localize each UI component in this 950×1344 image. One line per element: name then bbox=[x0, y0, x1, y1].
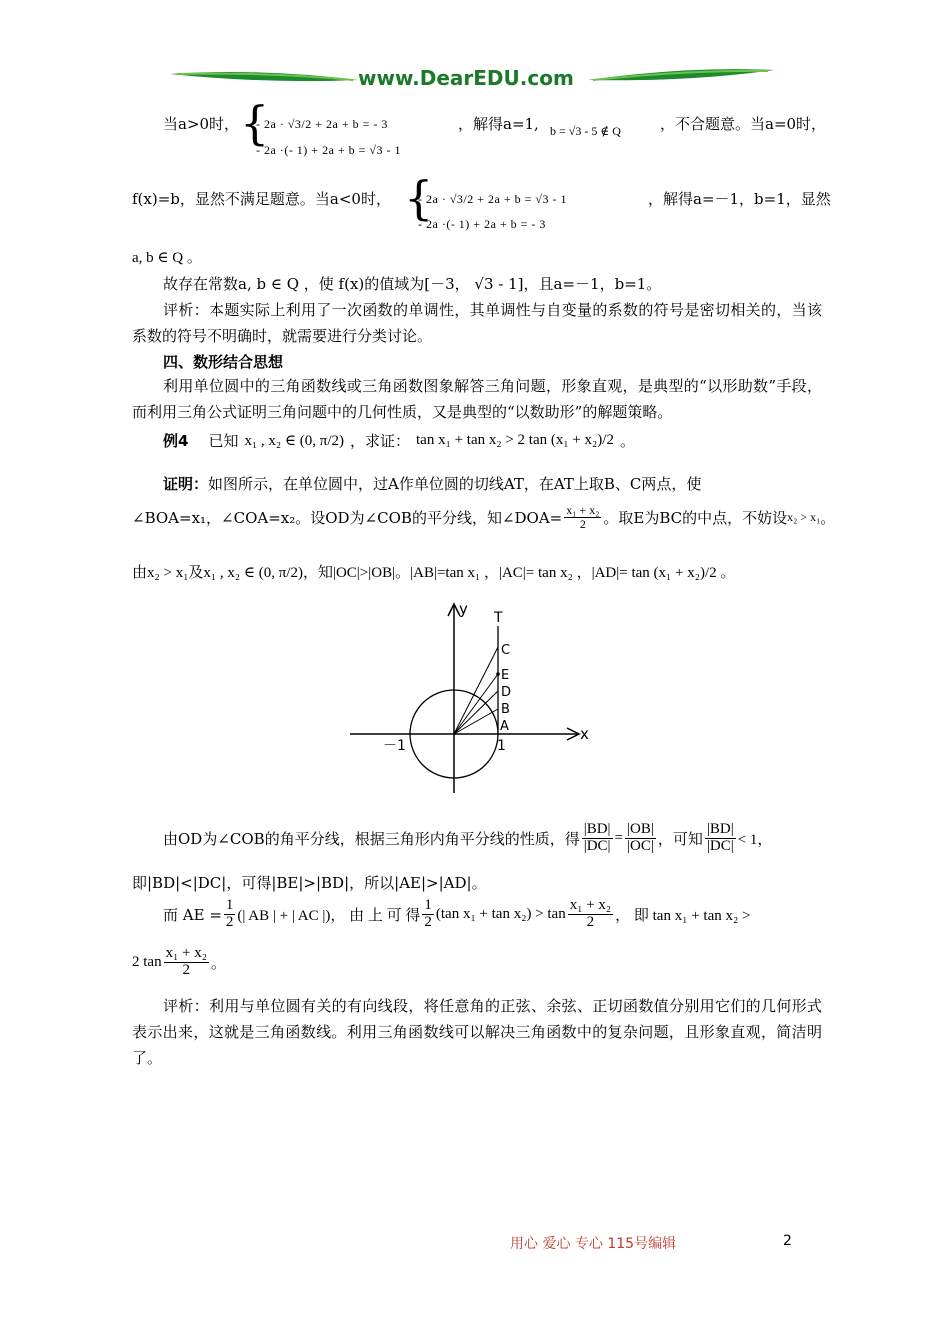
example-claim: tan x₁ + tan x₂ > 2 tan (x₁ + x₂)/2 bbox=[416, 432, 614, 448]
ae-line bbox=[163, 898, 750, 931]
ratio1-den: |DC| bbox=[583, 837, 611, 854]
half2-den: 2 bbox=[424, 913, 432, 930]
label-x: x bbox=[580, 725, 589, 743]
final-sum-fraction bbox=[164, 946, 209, 979]
ae-half-fraction-2 bbox=[422, 898, 434, 931]
comment-paragraph-1 bbox=[132, 297, 822, 349]
intro-text: 利用单位圆中的三角函数线或三角函数图象解答三角问题，形象直观，是典型的“以形助数”手段，而利用三角公式证明三角问题中的几何性质，又是典型的“以数助形”的解题策略。 bbox=[132, 377, 822, 421]
footer-credit: 用心 爱心 专心 115号编辑 bbox=[510, 1236, 677, 1252]
b-expression: b = √3 - 5 ∉ Q bbox=[550, 124, 621, 138]
final-text-b: 。 bbox=[211, 953, 227, 972]
example-end: 。 bbox=[619, 432, 635, 450]
system1-eq-b: - 2a ·(- 1) + 2a + b = √3 - 1 bbox=[256, 143, 402, 157]
system-brace-2: { bbox=[404, 171, 434, 225]
label-y: y bbox=[459, 600, 468, 618]
ratio-bd-dc bbox=[582, 822, 613, 855]
proof-p2d: 。 bbox=[820, 508, 836, 527]
sum-den: 2 bbox=[586, 913, 595, 930]
ae-text-c: (tan x₁ + tan x₂) > tan bbox=[435, 905, 566, 922]
proof-half-sum-fraction bbox=[564, 504, 601, 530]
system2-eq-b: - 2a ·(- 1) + 2a + b = - 3 bbox=[418, 217, 546, 231]
example-vars: x₁ , x₂ ∈ (0, π/2) bbox=[244, 433, 344, 449]
case-a-negative-lead: f(x)=b，显然不满足题意。当a<0时， bbox=[132, 190, 391, 208]
comment-paragraph-2 bbox=[132, 993, 822, 1071]
ae-text-d: ， 即 tan x₁ + tan x₂ > bbox=[615, 907, 751, 924]
half-num: 1 bbox=[225, 897, 234, 913]
label-A: A bbox=[500, 719, 509, 734]
case-a-negative-tail: ，解得a=－1，b=1，显然 bbox=[648, 190, 831, 208]
ae-text-b: (| AB | + | AC |)， 由 上 可 得 bbox=[237, 907, 421, 924]
ab-in-q: a, b ∈ Q 。 bbox=[132, 250, 202, 266]
page-number: 2 bbox=[783, 1233, 792, 1249]
sum-num: x₁ + x₂ bbox=[569, 897, 612, 913]
label-neg-one: －1 bbox=[383, 738, 406, 754]
bisector-text-a: 由OD为∠COB的角平分线，根据三角形内角平分线的性质，得 bbox=[163, 829, 580, 848]
ratio2-num: |OB| bbox=[627, 821, 654, 837]
label-C: C bbox=[501, 643, 511, 658]
site-logo-text[interactable]: www.DearEDU.com bbox=[358, 66, 574, 90]
example-text1: 已知 bbox=[208, 432, 239, 450]
unit-circle-figure bbox=[345, 598, 605, 798]
case-a-positive-lead: 当a>0时， bbox=[163, 115, 240, 133]
bisector-text-c: < 1， bbox=[737, 831, 773, 848]
proof-p2c: x₂ > x₁ bbox=[787, 509, 821, 524]
bisector-line bbox=[163, 822, 772, 855]
ratio3-num: |BD| bbox=[706, 821, 734, 837]
proof-label: 证明： bbox=[163, 475, 209, 493]
proof-p3: 由x₂ > x₁及x₁ , x₂ ∈ (0, π/2)，知|OC|>|OB|。|AB|=tan x₁ ，|AC|= tan x₂ ，|AD|= tan (x₁ + x₂)/2 。 bbox=[132, 565, 736, 581]
ratio-ob-oc bbox=[625, 822, 656, 855]
ae-half-fraction bbox=[224, 898, 236, 931]
section-title: 四、数形结合思想 bbox=[163, 353, 284, 371]
frac-num: x₁ + x₂ bbox=[566, 503, 600, 517]
example-label: 例4 bbox=[163, 432, 189, 450]
intro-paragraph bbox=[132, 373, 822, 425]
conclusion-line: 故存在常数a, b ∈ Q ，使 f(x)的值域为[－3， √3 - 1]，且a=－1，b=1。 bbox=[163, 275, 662, 293]
system2-eq-a: - 2a · √3/2 + 2a + b = √3 - 1 bbox=[418, 192, 567, 206]
system-brace-1: { bbox=[240, 96, 270, 150]
example-4-line bbox=[163, 430, 635, 451]
label-E: E bbox=[501, 668, 510, 683]
ratio-bd-dc-2 bbox=[705, 822, 736, 855]
case-a-positive-solve: ，解得a=1, bbox=[458, 115, 539, 133]
label-one: 1 bbox=[497, 738, 506, 754]
comment-2-text: 评析：利用与单位圆有关的有向线段，将任意角的正弦、余弦、正切函数值分别用它们的几何形式表示出来，这就是三角函数线。利用三角函数线可以解决三角函数中的复杂问题，且形象直观，简洁明了。 bbox=[132, 997, 822, 1067]
final-den: 2 bbox=[182, 961, 191, 978]
bisector-text-b: ，可知 bbox=[657, 829, 703, 848]
proof-p2a: ∠BOA=x₁，∠COA=x₂。设OD为∠COB的平分线，知∠DOA= bbox=[132, 508, 563, 527]
half2-num: 1 bbox=[424, 897, 432, 913]
comment-1-text: 评析：本题实际上利用了一次函数的单调性，其单调性与自变量的系数的符号是密切相关的，当该系数的符号不明确时，就需要进行分类讨论。 bbox=[132, 301, 822, 345]
ratio2-den: |OC| bbox=[627, 837, 654, 854]
ae-text-a: 而 AE = bbox=[163, 905, 222, 924]
final-inequality-line bbox=[132, 946, 226, 979]
example-text2: ，求证： bbox=[350, 432, 411, 450]
proof-line-1 bbox=[163, 473, 701, 494]
ratio-equals: = bbox=[614, 829, 624, 846]
half-den: 2 bbox=[225, 913, 234, 930]
frac-den: 2 bbox=[579, 516, 586, 531]
label-B: B bbox=[501, 702, 510, 717]
proof-p2b: 。取E为BC的中点，不妨设 bbox=[603, 508, 788, 527]
proof-line-2 bbox=[132, 504, 835, 530]
proof-line-3 bbox=[132, 561, 735, 582]
inequality-line: 即|BD|<|DC|，可得|BE|>|BD|，所以|AE|>|AD|。 bbox=[132, 874, 487, 892]
proof-p1: 如图所示，在单位圆中，过A作单位圆的切线AT，在AT上取B、C两点，使 bbox=[208, 475, 702, 493]
system1-eq-a: - 2a · √3/2 + 2a + b = - 3 bbox=[256, 117, 388, 131]
ratio1-num: |BD| bbox=[583, 821, 611, 837]
final-num: x₁ + x₂ bbox=[165, 945, 207, 961]
header-banner bbox=[168, 60, 778, 100]
case-a-positive-tail: ，不合题意。当a=0时， bbox=[660, 115, 827, 133]
label-D: D bbox=[501, 685, 512, 700]
ratio3-den: |DC| bbox=[706, 837, 734, 854]
label-T: T bbox=[494, 610, 503, 626]
ae-sum-fraction bbox=[568, 898, 613, 931]
final-text-a: 2 tan bbox=[132, 953, 162, 970]
